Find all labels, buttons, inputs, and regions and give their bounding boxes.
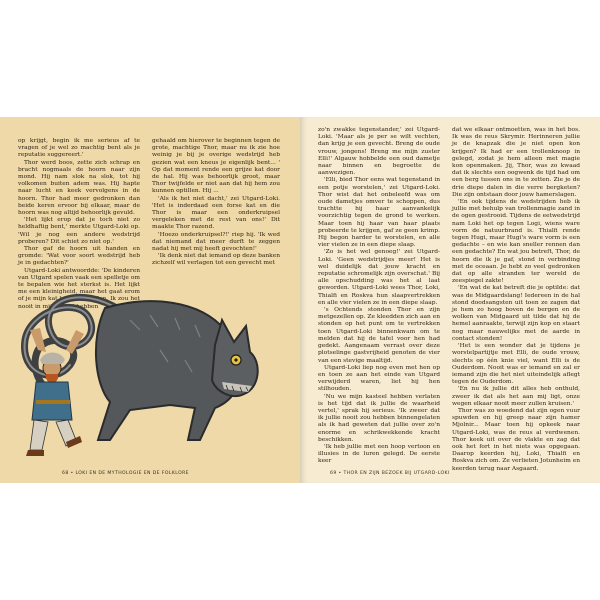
paragraph: zo'n zwakke tegenstander,' zei Utgard-Loki. 'Maar als je per se wilt vechten, dan krijg je een gevecht. Breng de oude vrouw, jongens! Breng me mijn zuster Elli!' Algauw hobbelde een oud dametje naar binnen en begroette de aanwezigen.: [318, 127, 440, 177]
paragraph: 'En wat de kat betreft die je optilde: dat was de Midgaardslang! Iedereen in de hal stond doodsangsten uit toen ze zagen dat je hem zo hoog boven de bergen en de wolken van Midgaard uit tilde dat hij de hemel aanraakte, terwijl zijn kop en staart nog maar nauwelijks met de aarde in contact stonden!: [452, 285, 580, 342]
paragraph: 'Hoezo onderkruipsel?!' riep hij. 'Ik wed dat niemand dat meer durft te zeggen nadat hij met mij heeft gevochten!': [152, 231, 280, 253]
paragraph: Thor gaf de hoorn uit handen en gromde: 'Wat voor soort wedstrijd heb je in gedachten?': [18, 246, 140, 267]
paragraph: 'En ook tijdens de wedstrijden heb ik jullie met behulp van trollenmagie zand in de ogen gestrooid. Tijdens de eetwedstrijd nam Loki het op tegen Logi, wiens ware vorm de natuurbrand is. Thialfi rende tegen Hugi, maar Hugi's ware vorm is een gedachte – en wie kan sneller rennen dan een gedachte? En wat jou betreft, Thor, de hoorn die ik je gaf, stond in verbinding met de oceaan. Je hebt zo veel gedronken dat op alle stranden ter wereld de zeespiegel zakte!: [452, 199, 580, 285]
paragraph: Utgard-Loki antwoordde: 'De kinderen van Utgard spelen vaak een spelletje om te bepalen wie het sterkst is. Het lijkt me een kleinigheid, maar het gaat erom of je mijn kat kunnen optillen. Ik zou het nooit in mijn hoofd hebben: [18, 267, 140, 310]
paragraph: 'En nu ik jullie dit alles heb onthuld, zweer ik dat als het aan mij ligt, onze wegen elkaar nooit meer zullen kruisen.': [452, 386, 580, 407]
paragraph: op krijgt, begin ik me serieus af te vragen of je wel zo machtig bent als je reputatie suggereert.': [18, 138, 140, 159]
paragraph: 'Als ik het niet dacht,' zei Utgard-Loki. 'Het is inderdaad een forse kat en die Thor is maar een onderkruipsel vergeleken met de rest van ons!' Dit maakte Thor razend.: [152, 195, 280, 231]
paragraph: 'Elli, bied Thor eens wat tegenstand in een potje worstelen,' zei Utgard-Loki. Thor wist dat het onbeleefd was om oude dametjes omver te schoppen, dus trachtte hij haar aanvankelijk voorzichtig tegen de grond te werken. Maar toen hij haar van haar plaats probeerde te krijgen, gaf ze geen krimp. Hij begon harder te worstelen, en alle vier vielen ze in een diepe slaap.: [318, 177, 440, 249]
paragraph: gehaald om hierover te beginnen tegen de grote, machtige Thor, maar nu ik zie hoe weinig je bij je overige wedstrijd heb gezien wat een kneus je eigenlijk bent... ' Op dat moment rende een grijze kat door de hal. Hij was behoorlijk groot, maar Thor twijfelde er niet aan dat hij hem zou kunnen optillen. Hij ...: [152, 138, 280, 195]
paragraph: Utgard-Loki liep nog even met hen op en toen ze aan het einde van Utgard verwijderd waren, liet hij hen stilhouden.: [318, 364, 440, 393]
paragraph: 'Het is een wonder dat je tijdens je worstelpartijtje met Elli, de oude vrouw, slechts op één knie viel, want Elli is de Ouderdom. Nooit was er iemand en zal er iemand zijn die het niet uiteindelijk aflegt tegen de Ouderdom.: [452, 343, 580, 386]
right-page-folio: 69 • THOR EN ZIJN BEZOEK BIJ UTGARD-LOKI: [330, 471, 450, 476]
book-spread: [0, 117, 600, 483]
left-page-folio: 68 • LOKI EN DE MYTHOLOGIE EN DE FOLKLORE: [62, 471, 189, 476]
paragraph: Thor was zo woedend dat zijn ogen vuur spuwden en hij greep naar zijn hamer Mjolnir... Maar toen hij opkeek naar Utgard-Loki, was de reus al verdwenen. Thor keek uit over de vlakte en zag dat ook het fort in het niets was opgegaan. Daarop keerden hij, Loki, Thialfi en Roskva zich om. Ze verlieten Jotunheim en keerden terug naar Asgaard.: [452, 407, 580, 472]
paragraph: Thor werd boos, zette zich schrap en bracht nogmaals de hoorn naar zijn mond. Hij nam slok na slok, tot hij volkomen buiten adem was. Hij hapte naar lucht en keek vervolgens in de hoorn. Thor had meer gedronken dan beide keren ervoor bij elkaar, maar de hoorn was nog altijd behoorlijk gevuld.: [18, 159, 140, 217]
paragraph: 'Ik heb jullie met een hoop vertoon en illusies in de luren gelegd. De eerste keer: [318, 443, 440, 465]
paragraph: 's Ochtends stonden Thor en zijn metgezellen op. Ze kleedden zich aan en stonden op het punt om te vertrekken toen Utgard-Loki binnenkwam om te melden dat hij de tafel voor hen had gedekt. Aangenaam verrast over deze plotselinge gastvrijheid genoten de vier van een stevige maaltijd.: [318, 307, 440, 364]
thor-lifting-cat-illustration: [10, 290, 280, 470]
right-page: [300, 117, 600, 483]
paragraph: 'Nu we mijn kasteel hebben verlaten is het tijd dat ik jullie de waarheid vertel,' sprak hij serieus. 'Ik zweer dat ik jullie nooit zou hebben binnengelaten als ik had geweten dat jullie over zo'n enorme en schrikwekkende kracht beschikken.: [318, 393, 440, 443]
right-page-column-2: [452, 127, 580, 472]
paragraph: 'Het lijkt erop dat je toch niet zo heldhaftig bent,' merkte Utgard-Loki op. 'Wil je nog een andere wedstrijd proberen? Dit schiet zo niet op.': [18, 217, 140, 245]
paragraph: dat we elkaar ontmoetten, was in het bos. Ik was de reus Skrymir. Herinneren jullie je de knapzak die je niet open kon krijgen? Ik had er een trollenknoop in gelegd, zodat je hem alleen met magie kon openmaken. Jij, Thor, was zo kwaad dat ik slechts een oogwenk de tijd had om een berg tussen ons in te zetten. Zie je de drie diepe dalen in die verre bergketen? Die zijn ontstaan door jouw hamerslagen.: [452, 127, 580, 198]
paragraph: 'Zo is het wel genoeg!' zei Utgard-Loki. 'Geen wedstrijdjes meer! Het is wel duidelijk dat jouw kracht en reputatie schromelijk zijn overschat.' Bij alle opschudding was het al laat geworden. Utgard-Loki wees Thor, Loki, Thialfi en Roskva hun slaapvertrekken en alle vier vielen ze in een diepe slaap.: [318, 249, 440, 306]
paragraph: 'Ik denk niet dat iemand op deze banken zichzelf wil verlagen tot een gevecht met: [152, 253, 280, 267]
left-page: [0, 117, 300, 483]
left-page-column-2: [152, 138, 280, 267]
right-page-column-1: [318, 127, 440, 467]
left-page-column-1: [18, 138, 140, 310]
